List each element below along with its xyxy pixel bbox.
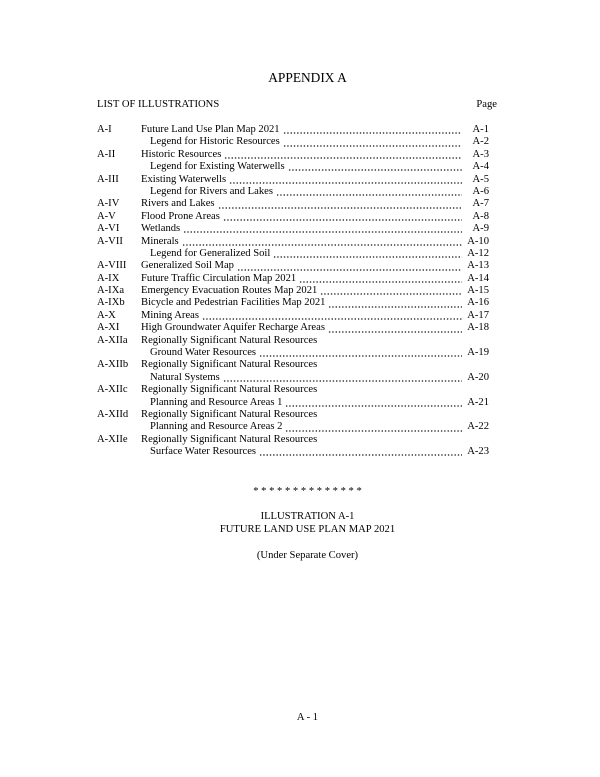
illustration-row: [97, 174, 489, 186]
illustration-title: Natural Systems: [150, 371, 220, 383]
dot-leader: [283, 136, 462, 148]
illustration-note: (Under Separate Cover): [256, 550, 359, 561]
illustration-row: [97, 297, 489, 309]
illustration-row: [97, 434, 489, 446]
illustration-row: [97, 124, 489, 136]
dot-leader: [218, 198, 462, 210]
dot-leader: [229, 174, 462, 186]
illustration-row: [97, 198, 489, 210]
illustration-title: High Groundwater Aquifer Recharge Areas: [141, 322, 325, 334]
page-number: A-2: [472, 136, 489, 148]
illustration-title-heading: FUTURE LAND USE PLAN MAP 2021: [219, 524, 396, 535]
illustration-row: [97, 446, 489, 458]
page-number-footer: A - 1: [296, 712, 319, 723]
illustration-row: [97, 223, 489, 235]
page-number: A-17: [467, 309, 489, 321]
page-number: A-7: [472, 198, 489, 210]
dot-leader: [223, 211, 462, 223]
illustration-title: Flood Prone Areas: [141, 210, 220, 222]
illustration-title: Regionally Significant Natural Resources: [141, 359, 318, 371]
illustration-code: [97, 397, 141, 409]
page-column-label: Page: [476, 99, 497, 110]
page-number: A-19: [467, 347, 489, 359]
dot-leader: [299, 273, 462, 285]
illustration-title: Legend for Historic Resources: [150, 136, 280, 148]
page-number: A-23: [467, 446, 489, 458]
illustration-title: Ground Water Resources: [150, 347, 257, 359]
illustration-title: Bicycle and Pedestrian Facilities Map 2021: [141, 297, 326, 309]
list-title: LIST OF ILLUSTRATIONS: [97, 99, 220, 110]
page-number: A-13: [467, 260, 489, 272]
illustration-code: A-IXa: [97, 285, 125, 297]
illustration-title: Surface Water Resources: [150, 446, 257, 458]
dot-leader: [285, 421, 462, 433]
illustration-row: [97, 322, 489, 334]
illustration-title: Regionally Significant Natural Resources: [141, 334, 318, 346]
illustration-code: [97, 186, 141, 198]
page-number: A-20: [467, 371, 489, 383]
illustration-row: [97, 347, 489, 359]
illustration-title: Legend for Rivers and Lakes: [150, 185, 273, 197]
page-number: A-18: [467, 322, 489, 334]
page-number: A-9: [472, 223, 489, 235]
illustration-title: Rivers and Lakes: [141, 198, 215, 210]
page-number: A-21: [467, 396, 489, 408]
illustration-row: [97, 161, 489, 173]
illustration-title: Existing Waterwells: [141, 173, 227, 185]
illustration-title: Planning and Resource Areas 1: [150, 396, 283, 408]
illustration-code: [97, 161, 141, 173]
illustration-code: [97, 421, 141, 433]
illustration-title: Historic Resources: [141, 148, 222, 160]
illustration-code: A-XIIc: [97, 384, 128, 396]
page-number: A-12: [467, 247, 489, 259]
illustration-title: Future Traffic Circulation Map 2021: [141, 272, 297, 284]
illustration-code: A-XIIb: [97, 359, 129, 371]
dot-leader: [259, 347, 462, 359]
illustration-row: [97, 310, 489, 322]
dot-leader: [328, 322, 462, 334]
illustration-code: A-VII: [97, 235, 123, 247]
illustration-title: Generalized Soil Map: [141, 260, 234, 272]
illustration-row: [97, 248, 489, 260]
illustration-title: Mining Areas: [141, 309, 199, 321]
dot-leader: [276, 186, 462, 198]
illustration-code: A-I: [97, 124, 112, 135]
illustration-title: Emergency Evacuation Routes Map 2021: [141, 285, 318, 297]
illustration-code: [97, 446, 141, 458]
illustration-label: ILLUSTRATION A-1: [260, 511, 355, 522]
dot-leader: [285, 397, 462, 409]
illustration-code: A-V: [97, 210, 116, 222]
illustration-row: [97, 335, 489, 347]
illustration-row: [97, 260, 489, 272]
illustration-title: Future Land Use Plan Map 2021: [141, 124, 280, 135]
illustration-row: [97, 409, 489, 421]
illustration-code: A-VI: [97, 223, 120, 235]
asterisk-separator: * * * * * * * * * * * * * *: [253, 486, 362, 497]
illustration-code: A-XIId: [97, 408, 129, 420]
illustration-title: Planning and Resource Areas 2: [150, 421, 283, 433]
illustrations-list: [97, 124, 489, 459]
illustration-row: [97, 421, 489, 433]
illustration-code: A-VIII: [97, 260, 127, 272]
page-number: A-16: [467, 297, 489, 309]
illustration-code: A-III: [97, 173, 119, 185]
page-number: A-1: [472, 124, 489, 135]
dot-leader: [237, 260, 462, 272]
dot-leader: [320, 285, 462, 297]
page-number: A-6: [472, 185, 489, 197]
list-header: [97, 99, 497, 111]
dot-leader: [223, 372, 462, 384]
illustration-row: [97, 211, 489, 223]
page-number: A-8: [472, 210, 489, 222]
page-number: A-10: [467, 235, 489, 247]
page-number: A-15: [467, 285, 489, 297]
dot-leader: [273, 248, 462, 260]
illustration-title: Regionally Significant Natural Resources: [141, 433, 318, 445]
dot-leader: [224, 149, 462, 161]
illustration-row: [97, 149, 489, 161]
illustration-row: [97, 285, 489, 297]
illustration-code: A-XI: [97, 322, 120, 334]
illustration-code: [97, 248, 141, 260]
page-number: A-22: [467, 421, 489, 433]
illustration-code: A-IX: [97, 272, 120, 284]
dot-leader: [183, 223, 462, 235]
appendix-heading: APPENDIX A: [268, 70, 347, 85]
dot-leader: [202, 310, 462, 322]
illustration-title: Minerals: [141, 235, 179, 247]
illustration-code: A-XIIa: [97, 334, 128, 346]
illustration-code: [97, 347, 141, 359]
dot-leader: [283, 124, 462, 136]
illustration-row: [97, 136, 489, 148]
dot-leader: [259, 446, 462, 458]
illustration-code: A-X: [97, 309, 116, 321]
illustration-row: [97, 236, 489, 248]
illustration-code: A-IV: [97, 198, 120, 210]
page-number: A-14: [467, 272, 489, 284]
page-number: A-4: [472, 161, 489, 173]
illustration-row: [97, 372, 489, 384]
illustration-code: [97, 372, 141, 384]
illustration-code: [97, 136, 141, 148]
illustration-title: Legend for Existing Waterwells: [150, 161, 285, 173]
page-number: A-3: [472, 148, 489, 160]
illustration-title: Wetlands: [141, 223, 181, 235]
illustration-row: [97, 186, 489, 198]
page-number: A-5: [472, 173, 489, 185]
dot-leader: [328, 297, 462, 309]
illustration-title: Legend for Generalized Soil: [150, 247, 271, 259]
illustration-code: A-XIIe: [97, 433, 128, 445]
illustration-row: [97, 273, 489, 285]
illustration-code: A-II: [97, 148, 116, 160]
illustration-title: Regionally Significant Natural Resources: [141, 408, 318, 420]
illustration-title: Regionally Significant Natural Resources: [141, 384, 318, 396]
illustration-row: [97, 359, 489, 371]
illustration-row: [97, 384, 489, 396]
dot-leader: [182, 236, 462, 248]
dot-leader: [288, 161, 462, 173]
illustration-code: A-IXb: [97, 297, 125, 309]
illustration-row: [97, 397, 489, 409]
